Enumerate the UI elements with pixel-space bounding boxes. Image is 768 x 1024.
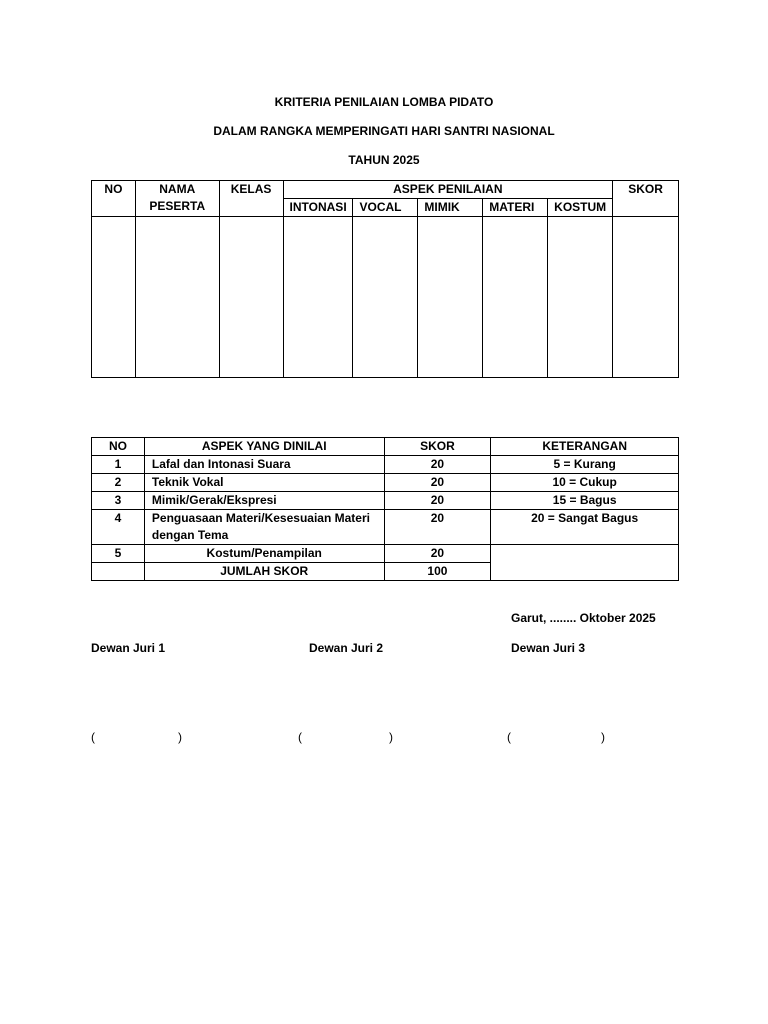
header-mimik: MIMIK [418,199,483,217]
row-keterangan: 20 = Sangat Bagus [491,510,679,545]
place-date: Garut, ........ Oktober 2025 [511,611,656,625]
row-no: 3 [92,492,145,510]
input-cell[interactable] [483,217,548,378]
header-intonasi: INTONASI [283,199,353,217]
row-skor: 20 [384,474,491,492]
row-aspek: Kostum/Penampilan [144,545,384,563]
juri-1-open-paren: ( [91,730,95,744]
row-keterangan: 15 = Bagus [491,492,679,510]
row-skor: 20 [384,492,491,510]
total-value: 100 [384,563,491,581]
row-keterangan-empty [491,545,679,581]
row-keterangan: 5 = Kurang [491,456,679,474]
criteria-header-aspek: ASPEK YANG DINILAI [144,438,384,456]
table-row [92,492,679,510]
empty-score-row [92,217,679,378]
row-aspek: Penguasaan Materi/Kesesuaian Materi dengan Tema [144,510,384,545]
total-no-empty [92,563,145,581]
row-skor: 20 [384,510,491,545]
row-no: 2 [92,474,145,492]
row-no: 1 [92,456,145,474]
juri-3-label: Dewan Juri 3 [511,641,586,655]
juri-2-open-paren: ( [298,730,302,744]
input-cell[interactable] [135,217,219,378]
criteria-header-keterangan: KETERANGAN [491,438,679,456]
juri-1-close-paren: ) [178,730,182,744]
doc-title: KRITERIA PENILAIAN LOMBA PIDATO [274,95,494,109]
table-row [92,474,679,492]
juri-3-open-paren: ( [507,730,511,744]
row-aspek: Mimik/Gerak/Ekspresi [144,492,384,510]
juri-2-close-paren: ) [389,730,393,744]
criteria-table [91,437,679,581]
juri-2-label: Dewan Juri 2 [309,641,384,655]
header-vocal: VOCAL [353,199,418,217]
header-skor: SKOR [613,181,679,217]
juri-3-close-paren: ) [601,730,605,744]
input-cell[interactable] [219,217,283,378]
header-kostum: KOSTUM [548,199,613,217]
criteria-header-skor: SKOR [384,438,491,456]
doc-subtitle: DALAM RANGKA MEMPERINGATI HARI SANTRI NASIONAL [213,124,555,138]
header-kelas: KELAS [219,181,283,217]
row-no: 5 [92,545,145,563]
doc-year: TAHUN 2025 [348,153,420,167]
row-no: 4 [92,510,145,545]
header-nama-peserta: NAMA PESERTA [135,181,219,217]
input-cell[interactable] [283,217,353,378]
table-row [92,545,679,563]
score-table [91,180,679,378]
row-aspek: Lafal dan Intonasi Suara [144,456,384,474]
row-skor: 20 [384,545,491,563]
input-cell[interactable] [548,217,613,378]
juri-1-label: Dewan Juri 1 [91,641,166,655]
input-cell[interactable] [92,217,136,378]
row-keterangan: 10 = Cukup [491,474,679,492]
criteria-header-no: NO [92,438,145,456]
input-cell[interactable] [353,217,418,378]
header-materi: MATERI [483,199,548,217]
input-cell[interactable] [613,217,679,378]
row-aspek: Teknik Vokal [144,474,384,492]
input-cell[interactable] [418,217,483,378]
header-aspek-penilaian: ASPEK PENILAIAN [283,181,613,199]
total-label: JUMLAH SKOR [144,563,384,581]
table-row [92,456,679,474]
table-row [92,510,679,545]
row-skor: 20 [384,456,491,474]
header-no: NO [92,181,136,217]
